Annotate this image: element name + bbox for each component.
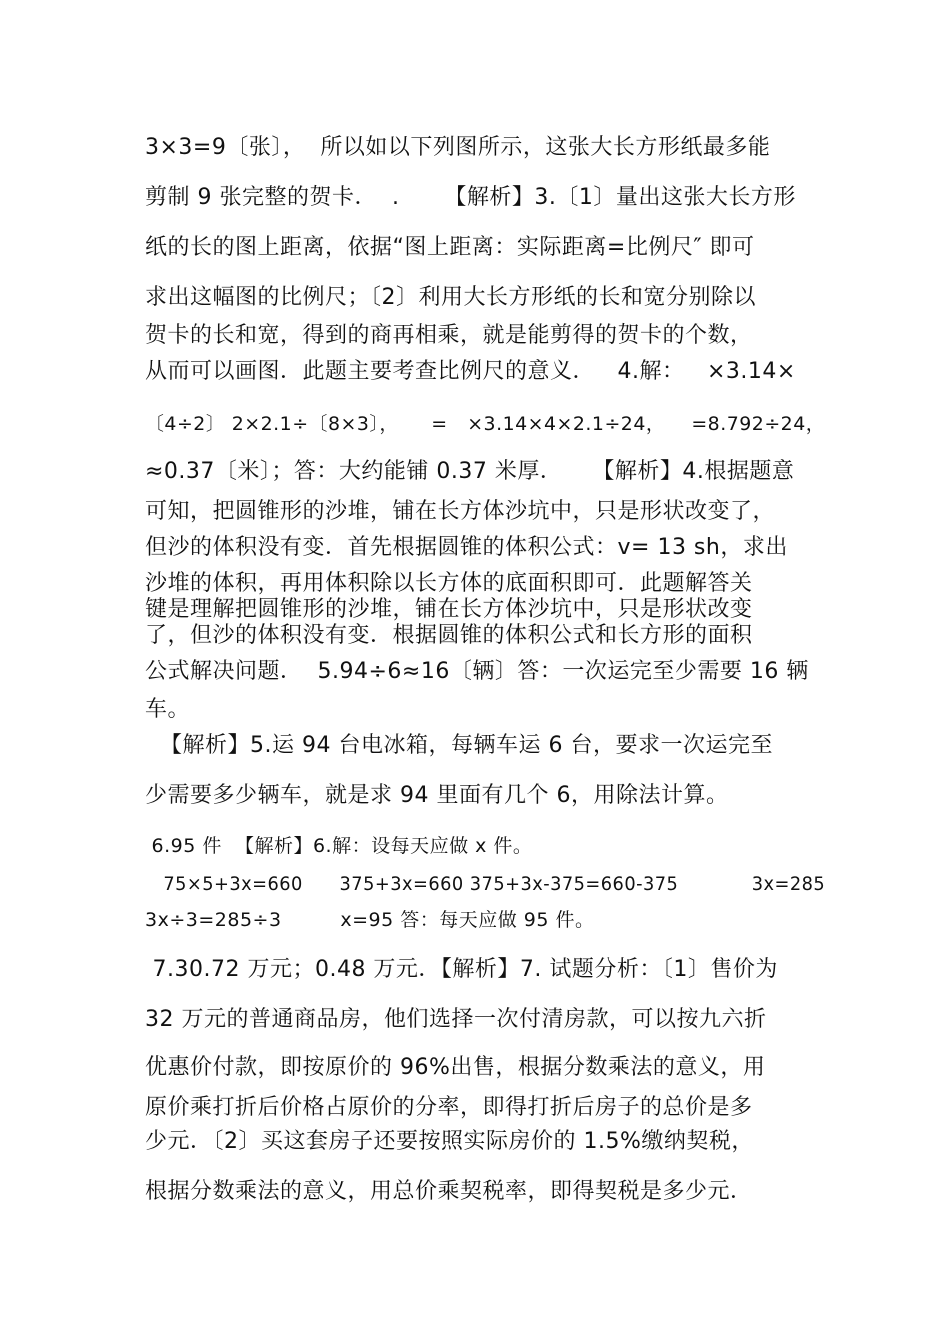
text-line: 少需要多少辆车，就是求 94 里面有几个 6，用除法计算。 — [145, 783, 729, 808]
text-line: 贺卡的长和宽，得到的商再相乘，就是能剪得的贺卡的个数， — [145, 323, 753, 348]
text-line: 优惠价付款，即按原价的 96%出售，根据分数乘法的意义，用 — [145, 1055, 766, 1080]
text-line: 32 万元的普通商品房，他们选择一次付清房款，可以按九六折 — [145, 1007, 767, 1032]
text-line: 原价乘打折后价格占原价的分率，即得打折后房子的总价是多 — [145, 1095, 753, 1120]
text-line: 求出这幅图的比例尺；〔2〕利用大长方形纸的长和宽分别除以 — [145, 285, 756, 310]
text-line: ≈0.37〔米〕；答：大约能铺 0.37 米厚． 【解析】4.根据题意 — [145, 459, 795, 484]
text-line: 7.30.72 万元；0.48 万元．【解析】7. 试题分析：〔1〕售价为 — [145, 957, 778, 982]
text-line: 3x÷3=285÷3 x=95 答：每天应做 95 件。 — [145, 909, 595, 931]
text-line: 纸的长的图上距离，依据“图上距离：实际距离=比例尺″ 即可 — [145, 235, 755, 260]
text-line: 【解析】5.运 94 台电冰箱，每辆车运 6 台，要求一次运完至 — [145, 733, 773, 758]
text-line: 剪制 9 张完整的贺卡． . 【解析】3.〔1〕量出这张大长方形 — [145, 185, 796, 210]
text-line: 了，但沙的体积没有变．根据圆锥的体积公式和长方形的面积 — [145, 623, 753, 648]
text-line: 但沙的体积没有变．首先根据圆锥的体积公式：v= 13 sh，求出 — [145, 535, 788, 560]
text-line: 少元．〔2〕买这套房子还要按照实际房价的 1.5%缴纳契税， — [145, 1129, 754, 1154]
text-line: 公式解决问题． 5.94÷6≈16〔辆〕答：一次运完至少需要 16 辆 — [145, 659, 809, 684]
text-line: 键是理解把圆锥形的沙堆，铺在长方体沙坑中，只是形状改变 — [145, 597, 753, 622]
text-line: 3×3=9〔张〕， 所以如以下列图所示，这张大长方形纸最多能 — [145, 135, 771, 160]
text-line: 车。 — [145, 697, 191, 722]
text-line: 75×5+3x=660 375+3x=660 375+3x-375=660-375 3x=285 — [145, 873, 826, 895]
text-line: 根据分数乘法的意义，用总价乘契税率，即得契税是多少元． — [145, 1179, 753, 1204]
text-line: 6.95 件 【解析】6.解：设每天应做 x 件。 — [145, 835, 533, 857]
text-line: 〔4÷2〕 2×2.1÷〔8×3〕， = ×3.14×4×2.1÷24， =8.792÷24， — [145, 413, 826, 435]
text-line: 可知，把圆锥形的沙堆，铺在长方体沙坑中，只是形状改变了， — [145, 499, 776, 524]
text-line: 从而可以画图．此题主要考查比例尺的意义． 4.解： ×3.14× — [145, 359, 796, 384]
text-line: 沙堆的体积，再用体积除以长方体的底面积即可．此题解答关 — [145, 571, 753, 596]
